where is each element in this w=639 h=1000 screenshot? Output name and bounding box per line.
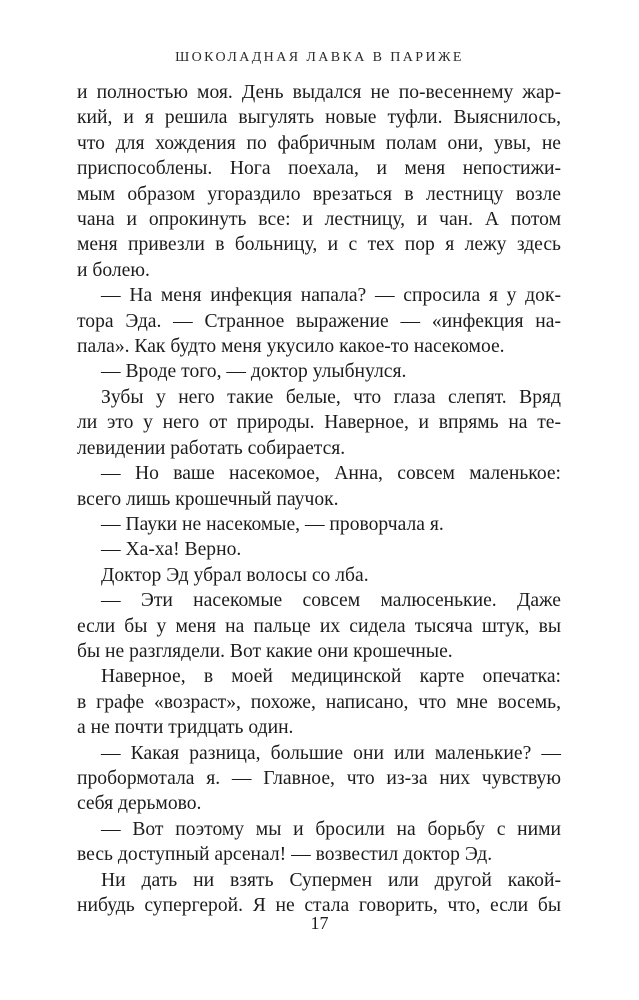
text-line: а не почти тридцать один. [77, 717, 294, 739]
page-number: 17 [310, 913, 329, 933]
text-line: — Вот поэтому мы и бросили на борьбу с ними [101, 818, 561, 840]
text-line: что для хождения по фабричным полам они, увы, не [77, 132, 561, 154]
text-line: всего лишь крошечный паучок. [77, 488, 339, 510]
text-line: меня привезли в больницу, и с тех пор я лежу здесь [77, 234, 561, 256]
text-line: нибудь супергерой. Я не стала говорить, что, если бы [77, 895, 561, 916]
text-line: мым образом угораздило врезаться в лестницу возле [77, 183, 561, 205]
text-line: — Какая разница, большие они или маленькие? — [101, 742, 561, 764]
text-line: — Но ваше насекомое, Анна, совсем маленькое: [101, 463, 561, 485]
text-line: — На меня инфекция напала? — спросила я у док- [101, 285, 561, 307]
text-line: и болею. [77, 259, 150, 281]
text-line: — Ха-ха! Верно. [101, 539, 242, 561]
body-text [77, 80, 561, 918]
text-line: — Пауки не насекомые, — проворчала я. [101, 513, 444, 535]
text-line: — Вроде того, — доктор улыбнулся. [101, 361, 407, 383]
text-line: и полностью моя. День выдался не по-весеннему жар- [77, 82, 561, 103]
text-line: Доктор Эд убрал волосы со лба. [101, 564, 369, 586]
text-line: Ни дать ни взять Супермен или другой какой- [101, 869, 561, 891]
text-line: если бы у меня на пальце их сидела тысяча штук, вы [77, 615, 561, 637]
text-line: Наверное, в моей медицинской карте опечатка: [101, 666, 561, 688]
text-line: весь доступный арсенал! — возвестил доктор Эд. [77, 844, 493, 866]
text-line: в графе «возраст», похоже, написано, что мне восемь, [77, 691, 561, 713]
text-line: тора Эда. — Странное выражение — «инфекция на- [77, 310, 561, 332]
text-line: левидении работать собирается. [77, 437, 346, 459]
text-line: пала». Как будто меня укусило какое-то насекомое. [77, 336, 505, 358]
text-line: — Эти насекомые совсем малюсенькие. Даже [101, 590, 561, 612]
running-header: ШОКОЛАДНАЯ ЛАВКА В ПАРИЖЕ [175, 50, 464, 65]
text-line: пробормотала я. — Главное, что из-за них чувствую [77, 767, 561, 789]
text-line: бы не разглядели. Вот какие они крошечные. [77, 640, 453, 662]
text-line: кий, и я решила выгулять новые туфли. Выяснилось, [77, 107, 561, 129]
text-line: чана и опрокинуть все: и лестницу, и чан. А потом [77, 209, 561, 231]
text-line: Зубы у него такие белые, что глаза слепят. Вряд [101, 386, 561, 408]
text-line: ли это у него от природы. Наверное, и впрямь на те- [77, 412, 561, 434]
text-line: приспособлены. Нога поехала, и меня непостижи- [77, 158, 561, 180]
text-line: себя дерьмово. [77, 793, 202, 815]
